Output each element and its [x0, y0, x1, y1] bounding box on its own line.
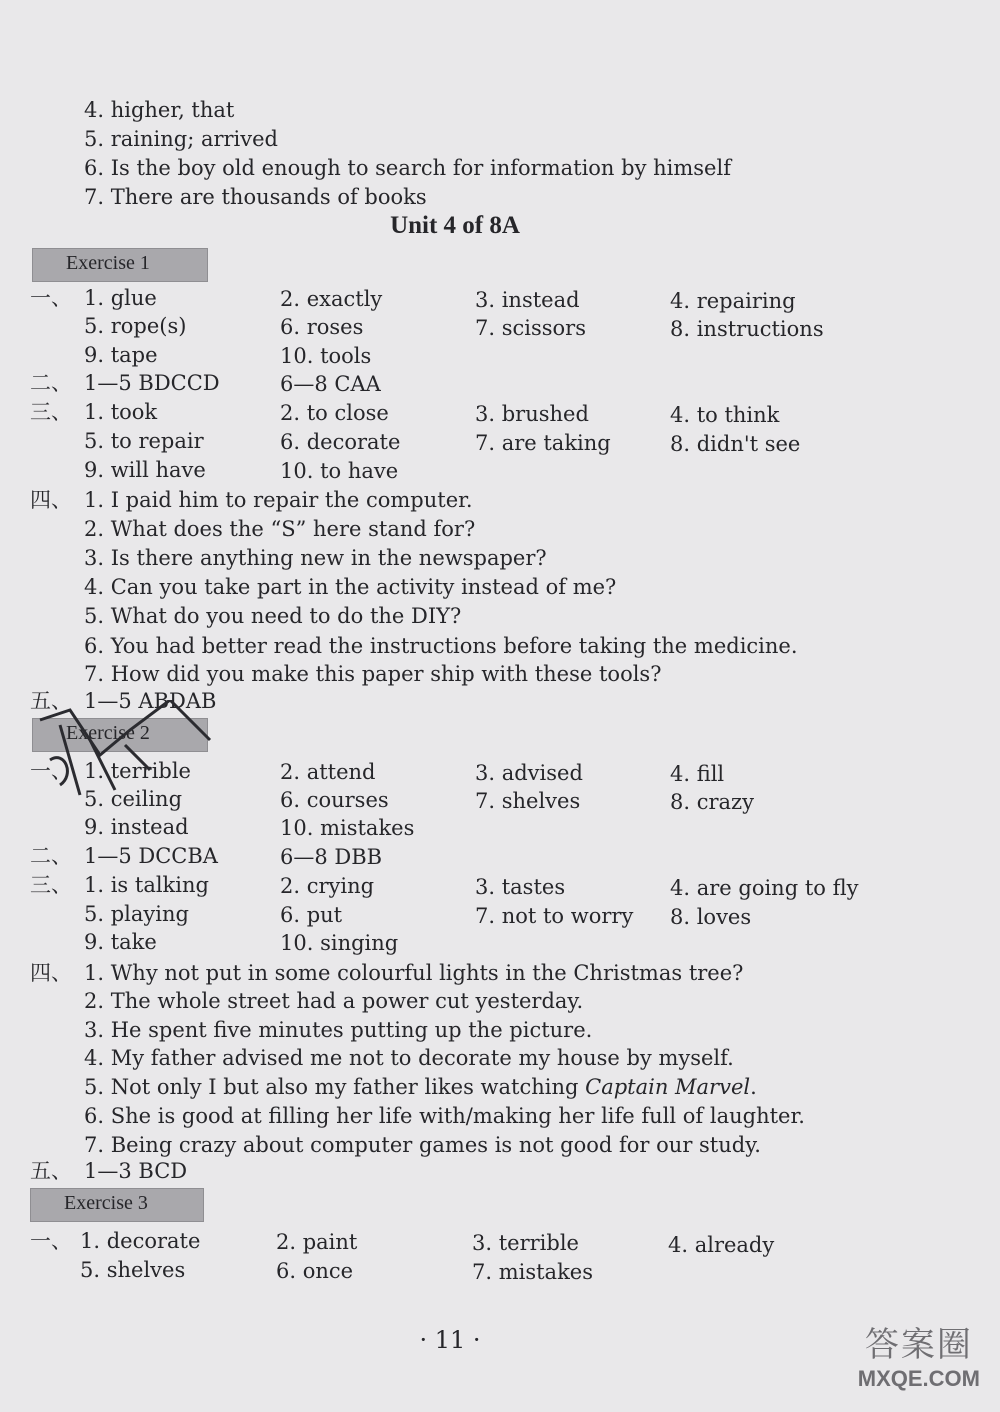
ex1-q1-item: 7. scissors — [475, 316, 586, 340]
ex1-q3-item: 3. brushed — [475, 402, 589, 426]
ex2-q3-item: 9. take — [84, 930, 157, 954]
ex2-q3-item: 8. loves — [670, 905, 752, 929]
ex2-q1-item: 3. advised — [475, 761, 583, 785]
ex2-q5-marker: 五、 — [30, 1159, 72, 1183]
ex2-q3-item: 2. crying — [280, 874, 375, 898]
site-watermark — [858, 1317, 980, 1392]
ex1-q2-item: 6—8 CAA — [280, 372, 381, 396]
ex2-q4-sentence: 4. My father advised me not to decorate my house by myself. — [84, 1046, 734, 1070]
ex2-q1-item: 4. fill — [670, 762, 725, 786]
ex3-q1-item: 5. shelves — [80, 1258, 186, 1282]
ex1-q1-item: 5. rope(s) — [84, 314, 187, 338]
ex2-q4-marker: 四、 — [30, 961, 72, 985]
ex1-q1-marker: 一、 — [30, 286, 72, 310]
ex1-q3-item: 6. decorate — [280, 430, 401, 454]
exercise-3-header: Exercise 3 — [30, 1188, 204, 1222]
ex2-q3-item: 5. playing — [84, 902, 189, 926]
movie-title: Captain Marvel — [585, 1075, 751, 1099]
ex2-q4-sentence: 7. Being crazy about computer games is not good for our study. — [84, 1133, 761, 1157]
ex1-q4-sentence: 4. Can you take part in the activity instead of me? — [84, 575, 617, 599]
ex2-q1-marker: 一、 — [30, 759, 72, 783]
ex3-q1-item: 6. once — [276, 1259, 354, 1283]
page-number: · 11 · — [419, 1326, 481, 1354]
ex2-q1-item: 10. mistakes — [280, 816, 415, 840]
ex1-q3-item: 1. took — [84, 400, 158, 424]
ex1-q1-item: 9. tape — [84, 343, 158, 367]
ex1-q1-item: 2. exactly — [280, 287, 383, 311]
ex1-q3-item: 10. to have — [280, 459, 399, 483]
ex2-q4-sentence — [84, 1073, 757, 1101]
prev-line-4: 4. higher, that — [84, 98, 235, 122]
ex3-q1-item: 3. terrible — [472, 1231, 579, 1255]
ex1-q5-marker: 五、 — [30, 689, 72, 713]
ex1-q3-item: 8. didn't see — [670, 432, 801, 456]
ex1-q3-marker: 三、 — [30, 400, 72, 424]
ex1-q4-sentence: 6. You had better read the instructions before taking the medicine. — [84, 634, 798, 658]
ex2-q5-answer: 1—3 BCD — [84, 1159, 188, 1183]
ex2-q3-item: 3. tastes — [475, 875, 566, 899]
ex1-q1-item: 10. tools — [280, 344, 372, 368]
ex1-q1-item: 4. repairing — [670, 289, 796, 313]
ex2-q4-sentence: 3. He spent five minutes putting up the picture. — [84, 1018, 593, 1042]
watermark-url: MXQE.COM — [857, 1366, 980, 1391]
ex1-q5-answer: 1—5 ABDAB — [84, 689, 217, 713]
ex1-q4-sentence: 7. How did you make this paper ship with these tools? — [84, 662, 662, 686]
ex2-q1-item: 8. crazy — [670, 790, 754, 814]
prev-line-5: 5. raining; arrived — [84, 127, 278, 151]
ex1-q3-item: 5. to repair — [84, 429, 204, 453]
ex1-q4-sentence: 3. Is there anything new in the newspaper? — [84, 546, 547, 570]
ex2-q2-marker: 二、 — [30, 844, 72, 868]
handwritten-scribble — [30, 700, 220, 830]
ex3-q1-marker: 一、 — [30, 1229, 72, 1253]
exercise-2-header: Exercise 2 — [32, 718, 208, 752]
ex3-q1-item: 2. paint — [276, 1230, 358, 1254]
ex2-q1-item: 9. instead — [84, 815, 189, 839]
ex1-q3-item: 7. are taking — [475, 431, 611, 455]
ex1-q1-item: 8. instructions — [670, 317, 824, 341]
ex2-q4-sentence: 1. Why not put in some colourful lights in the Christmas tree? — [84, 961, 744, 985]
ex2-q1-item: 2. attend — [280, 760, 376, 784]
ex2-q3-item: 6. put — [280, 903, 343, 927]
unit-title: Unit 4 of 8A — [390, 212, 520, 239]
ex2-q3-item: 1. is talking — [84, 873, 209, 897]
ex2-q3-marker: 三、 — [30, 873, 72, 897]
watermark-logo: 答案圈 — [864, 1326, 973, 1364]
ex2-q1-item: 5. ceiling — [84, 787, 183, 811]
ex3-q1-item: 7. mistakes — [472, 1260, 594, 1284]
ex2-q4-sentence: 2. The whole street had a power cut yesterday. — [84, 989, 584, 1013]
ex2-q3-item: 10. singing — [280, 931, 399, 955]
ex3-q1-item: 1. decorate — [80, 1229, 201, 1253]
ex2-q3-item: 4. are going to fly — [670, 876, 859, 900]
ex2-q2-item: 1—5 DCCBA — [84, 844, 218, 868]
ex1-q3-item: 4. to think — [670, 403, 780, 427]
prev-line-6: 6. Is the boy old enough to search for information by himself — [84, 156, 731, 180]
ex1-q2-marker: 二、 — [30, 371, 72, 395]
ex2-q4-5-period: . — [750, 1075, 757, 1099]
ex1-q3-item: 9. will have — [84, 458, 206, 482]
ex1-q3-item: 2. to close — [280, 401, 389, 425]
ex1-q4-marker: 四、 — [30, 488, 72, 512]
ex2-q1-item: 1. terrible — [84, 759, 191, 783]
ex2-q1-item: 6. courses — [280, 788, 389, 812]
ex2-q4-sentence: 6. She is good at filling her life with/making her life full of laughter. — [84, 1104, 805, 1128]
ex2-q4-5-text: 5. Not only I but also my father likes watching — [84, 1075, 586, 1099]
ex2-q3-item: 7. not to worry — [475, 904, 634, 928]
ex1-q2-item: 1—5 BDCCD — [84, 371, 220, 395]
ex1-q1-item: 3. instead — [475, 288, 580, 312]
ex1-q4-sentence: 1. I paid him to repair the computer. — [84, 488, 473, 512]
exercise-1-header: Exercise 1 — [32, 248, 208, 282]
ex2-q1-item: 7. shelves — [475, 789, 581, 813]
prev-line-7: 7. There are thousands of books — [84, 185, 427, 209]
ex2-q2-item: 6—8 DBB — [280, 845, 383, 869]
ex1-q4-sentence: 2. What does the “S” here stand for? — [84, 517, 476, 541]
ex1-q1-item: 6. roses — [280, 315, 364, 339]
ex1-q1-item: 1. glue — [84, 286, 157, 310]
ex3-q1-item: 4. already — [668, 1233, 775, 1257]
ex1-q4-sentence: 5. What do you need to do the DIY? — [84, 604, 462, 628]
